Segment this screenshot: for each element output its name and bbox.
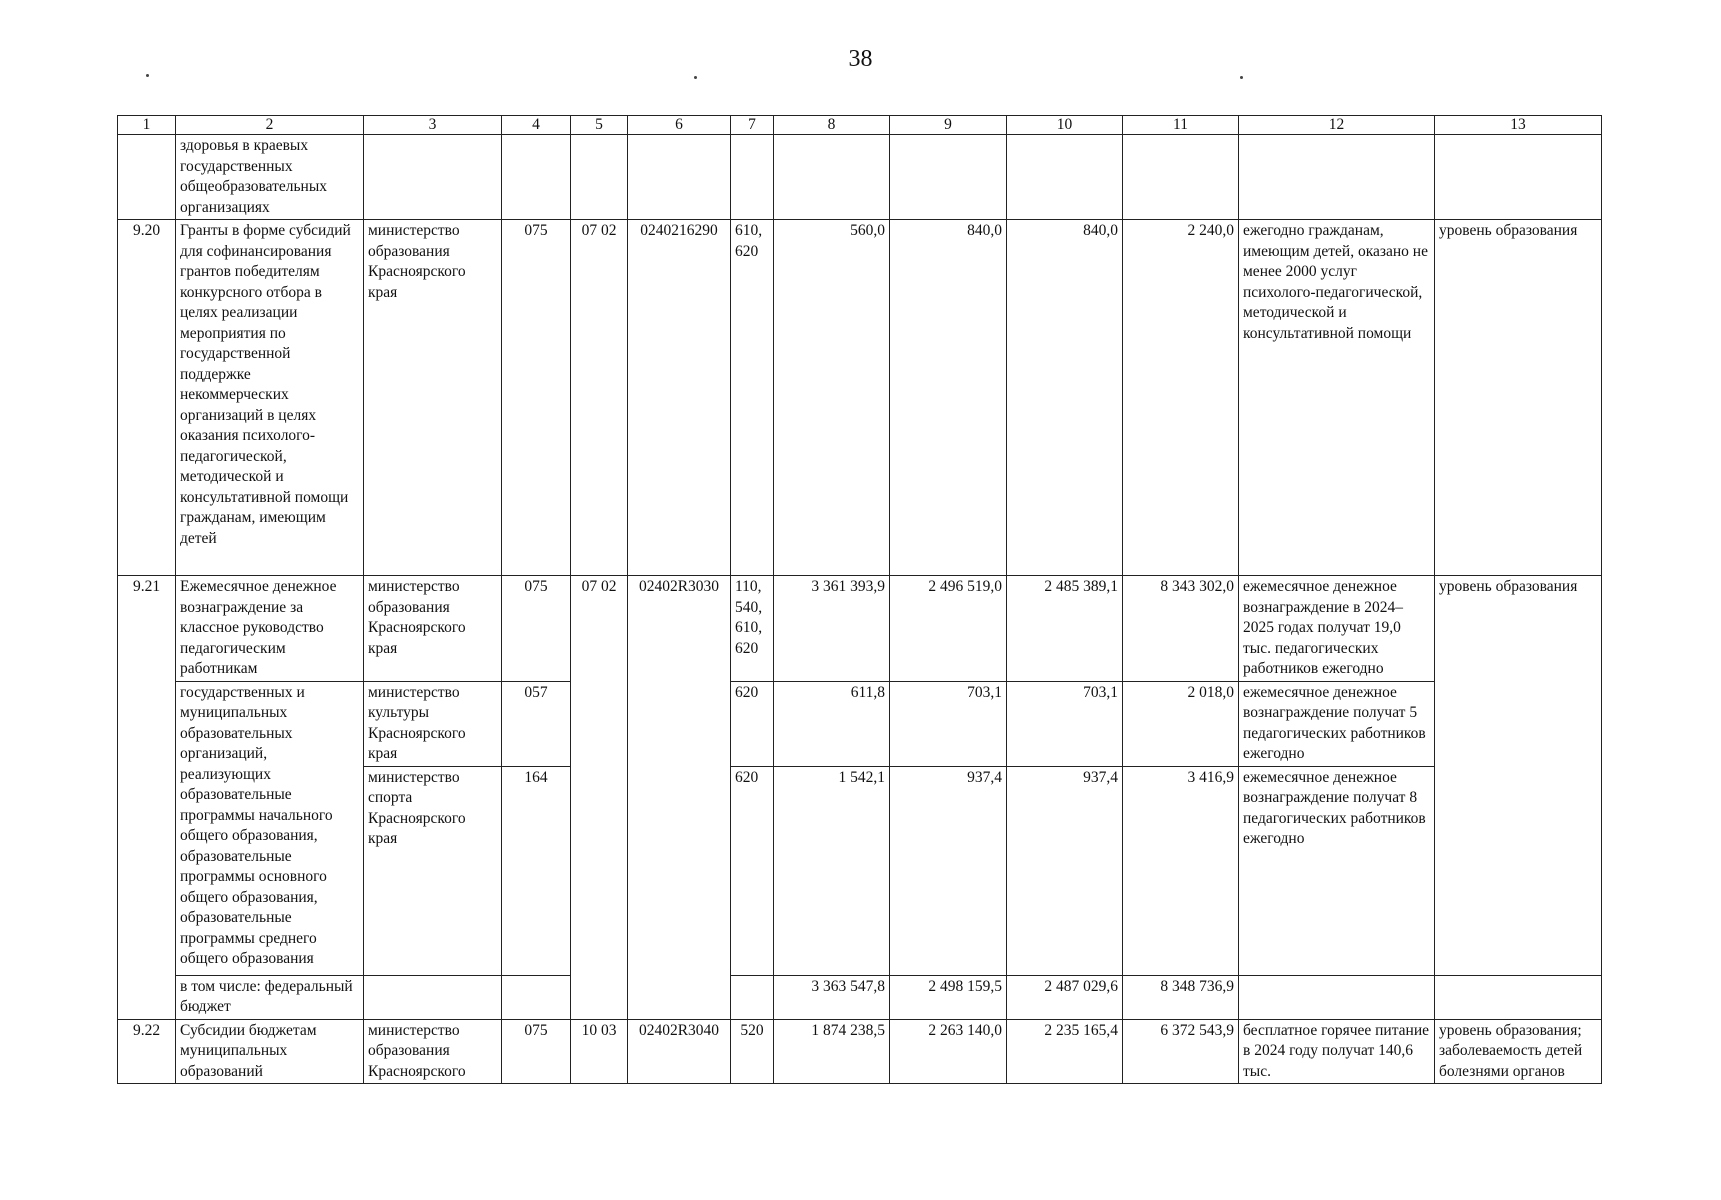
row-description-continued: государственных и муниципальных образовательных организаций, реализующих образовательные программы начального общего образования, образовательные программы основного общего образования, образовательные программы среднего общего образования [176,681,364,975]
value-total: 2 240,0 [1123,220,1239,576]
table-row [118,220,1602,576]
scan-speck [1240,76,1243,79]
grbs-code: 164 [502,766,571,975]
expected-result: ежемесячное денежное вознаграждение в 2024–2025 годах получат 19,0 тыс. педагогических работников ежегодно [1239,576,1435,682]
row-description: Ежемесячное денежное вознаграждение за классное руководство педагогическим работникам [176,576,364,682]
col-header: 12 [1239,116,1435,135]
value-2024: 1 874 238,5 [774,1019,890,1084]
budget-table [117,115,1602,1084]
scan-speck [146,74,149,77]
vr-code: 610, 620 [731,220,774,576]
vr-code: 620 [731,766,774,975]
executor: министерство образования Красноярского края [364,576,502,682]
col-header: 7 [731,116,774,135]
subtotal-label: в том числе: федеральный бюджет [176,975,364,1019]
value-total: 2 018,0 [1123,681,1239,766]
col-header: 2 [176,116,364,135]
value-2026: 2 485 389,1 [1007,576,1123,682]
value-total: 8 343 302,0 [1123,576,1239,682]
value-2025: 937,4 [890,766,1007,975]
value-2024: 3 361 393,9 [774,576,890,682]
page-number: 38 [848,46,873,72]
expected-result: ежегодно гражданам, имеющим детей, оказано не менее 2000 услуг психолого-педагогической, методической и консультативной помощи [1239,220,1435,576]
column-number-row [118,116,1602,135]
col-header: 6 [628,116,731,135]
executor: министерство спорта Красноярского края [364,766,502,975]
value-2025: 2 496 519,0 [890,576,1007,682]
indicator: уровень образования [1435,220,1602,576]
value-2024: 560,0 [774,220,890,576]
expected-result: бесплатное горячее питание в 2024 году получат 140,6 тыс. [1239,1019,1435,1084]
subtotal-total: 8 348 736,9 [1123,975,1239,1019]
table-row [118,681,1602,766]
executor: министерство культуры Красноярского края [364,681,502,766]
col-header: 8 [774,116,890,135]
subtotal-row [118,975,1602,1019]
expected-result: ежемесячное денежное вознаграждение получат 5 педагогических работников ежегодно [1239,681,1435,766]
col-header: 9 [890,116,1007,135]
value-2024: 611,8 [774,681,890,766]
carry-over-description: здоровья в краевых государственных общеобразовательных организациях [176,135,364,220]
scan-speck [694,76,697,79]
rzpr-code: 07 02 [571,576,628,1020]
rzpr-code: 07 02 [571,220,628,576]
csr-code: 02402R3030 [628,576,731,1020]
indicator: уровень образования [1435,576,1602,976]
value-total: 6 372 543,9 [1123,1019,1239,1084]
csr-code: 02402R3040 [628,1019,731,1084]
vr-code: 520 [731,1019,774,1084]
col-header: 13 [1435,116,1602,135]
subtotal-2024: 3 363 547,8 [774,975,890,1019]
row-number: 9.20 [118,220,176,576]
executor: министерство образования Красноярского края [364,220,502,576]
col-header: 1 [118,116,176,135]
vr-code: 110, 540, 610, 620 [731,576,774,682]
col-header: 10 [1007,116,1123,135]
col-header: 4 [502,116,571,135]
subtotal-2025: 2 498 159,5 [890,975,1007,1019]
value-total: 3 416,9 [1123,766,1239,975]
col-header: 11 [1123,116,1239,135]
row-description: Гранты в форме субсидий для софинансирования грантов победителям конкурсного отбора в целях реализации мероприятия по государственной поддержке некоммерческих организаций в целях оказания психолого-педагогической, методической и консультативной помощи гражданам, имеющим детей [176,220,364,576]
grbs-code: 075 [502,220,571,576]
col-header: 5 [571,116,628,135]
grbs-code: 075 [502,576,571,682]
value-2026: 840,0 [1007,220,1123,576]
grbs-code: 057 [502,681,571,766]
csr-code: 0240216290 [628,220,731,576]
value-2026: 937,4 [1007,766,1123,975]
grbs-code: 075 [502,1019,571,1084]
subtotal-2026: 2 487 029,6 [1007,975,1123,1019]
expected-result: ежемесячное денежное вознаграждение получат 8 педагогических работников ежегодно [1239,766,1435,975]
table-row [118,1019,1602,1084]
value-2025: 2 263 140,0 [890,1019,1007,1084]
row-number: 9.22 [118,1019,176,1084]
col-header: 3 [364,116,502,135]
table-row [118,576,1602,682]
value-2024: 1 542,1 [774,766,890,975]
value-2026: 2 235 165,4 [1007,1019,1123,1084]
indicator: уровень образования; заболеваемость детей болезнями органов [1435,1019,1602,1084]
value-2025: 703,1 [890,681,1007,766]
row-number: 9.21 [118,576,176,1020]
row-description: Субсидии бюджетам муниципальных образований [176,1019,364,1084]
vr-code: 620 [731,681,774,766]
value-2025: 840,0 [890,220,1007,576]
executor: министерство образования Красноярского [364,1019,502,1084]
value-2026: 703,1 [1007,681,1123,766]
table-row [118,135,1602,220]
rzpr-code: 10 03 [571,1019,628,1084]
